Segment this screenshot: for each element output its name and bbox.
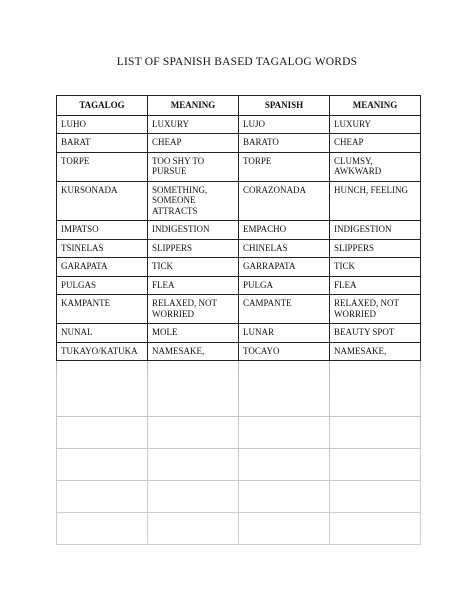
cell-spanish-meaning: NAMESAKE, xyxy=(330,342,421,361)
cell-meaning: FLEA xyxy=(148,276,239,295)
blurred-row xyxy=(57,481,421,513)
cell-meaning: LUXURY xyxy=(148,115,239,134)
table-header-row xyxy=(57,96,421,116)
blurred-row xyxy=(57,361,421,417)
cell-tagalog: NUNAL xyxy=(57,324,148,343)
cell-tagalog: GARAPATA xyxy=(57,258,148,277)
table-row xyxy=(57,239,421,258)
cell-spanish-meaning: RELAXED, NOT WORRIED xyxy=(330,295,421,324)
cell-meaning: SOMETHING, SOMEONE ATTRACTS xyxy=(148,181,239,221)
blurred-row xyxy=(57,449,421,481)
cell-meaning: INDIGESTION xyxy=(148,221,239,240)
cell-spanish-meaning: SLIPPERS xyxy=(330,239,421,258)
cell-spanish: LUJO xyxy=(239,115,330,134)
cell-spanish: CHINELAS xyxy=(239,239,330,258)
cell-tagalog: KURSONADA xyxy=(57,181,148,221)
cell-spanish-meaning: LUXURY xyxy=(330,115,421,134)
table-row xyxy=(57,342,421,361)
header-meaning-tagalog: MEANING xyxy=(148,96,239,116)
cell-tagalog: TORPE xyxy=(57,152,148,181)
cell-spanish-meaning: CLUMSY, AWKWARD xyxy=(330,152,421,181)
cell-meaning: CHEAP xyxy=(148,134,239,153)
cell-tagalog: LUHO xyxy=(57,115,148,134)
page-title: LIST OF SPANISH BASED TAGALOG WORDS xyxy=(116,56,358,68)
cell-meaning: TOO SHY TO PURSUE xyxy=(148,152,239,181)
cell-tagalog: TSINELAS xyxy=(57,239,148,258)
cell-spanish: EMPACHO xyxy=(239,221,330,240)
word-table xyxy=(56,95,421,545)
cell-spanish: BARATO xyxy=(239,134,330,153)
cell-tagalog: KAMPANTE xyxy=(57,295,148,324)
header-spanish: SPANISH xyxy=(239,96,330,116)
table-row xyxy=(57,221,421,240)
cell-tagalog: BARAT xyxy=(57,134,148,153)
cell-spanish: TORPE xyxy=(239,152,330,181)
cell-meaning: NAMESAKE, xyxy=(148,342,239,361)
cell-meaning: SLIPPERS xyxy=(148,239,239,258)
cell-spanish-meaning: BEAUTY SPOT xyxy=(330,324,421,343)
header-tagalog: TAGALOG xyxy=(57,96,148,116)
blurred-rows xyxy=(57,361,421,545)
word-table-container xyxy=(56,95,420,545)
cell-spanish: GARRAPATA xyxy=(239,258,330,277)
cell-spanish-meaning: INDIGESTION xyxy=(330,221,421,240)
cell-spanish-meaning: FLEA xyxy=(330,276,421,295)
table-body xyxy=(57,115,421,361)
cell-meaning: TICK xyxy=(148,258,239,277)
cell-spanish: CAMPANTE xyxy=(239,295,330,324)
cell-meaning: MOLE xyxy=(148,324,239,343)
cell-spanish: CORAZONADA xyxy=(239,181,330,221)
cell-spanish-meaning: CHEAP xyxy=(330,134,421,153)
cell-spanish-meaning: TICK xyxy=(330,258,421,277)
cell-tagalog: IMPATSO xyxy=(57,221,148,240)
cell-spanish: LUNAR xyxy=(239,324,330,343)
blurred-row xyxy=(57,513,421,545)
cell-meaning: RELAXED, NOT WORRIED xyxy=(148,295,239,324)
cell-spanish-meaning: HUNCH, FEELING xyxy=(330,181,421,221)
cell-tagalog: PULGAS xyxy=(57,276,148,295)
table-row xyxy=(57,134,421,153)
cell-spanish: TOCAYO xyxy=(239,342,330,361)
header-meaning-spanish: MEANING xyxy=(330,96,421,116)
cell-spanish: PULGA xyxy=(239,276,330,295)
table-row xyxy=(57,152,421,181)
table-row xyxy=(57,295,421,324)
table-row xyxy=(57,115,421,134)
table-row xyxy=(57,258,421,277)
table-row xyxy=(57,181,421,221)
cell-tagalog: TUKAYO/KATUKA xyxy=(57,342,148,361)
table-row xyxy=(57,276,421,295)
table-row xyxy=(57,324,421,343)
blurred-row xyxy=(57,417,421,449)
